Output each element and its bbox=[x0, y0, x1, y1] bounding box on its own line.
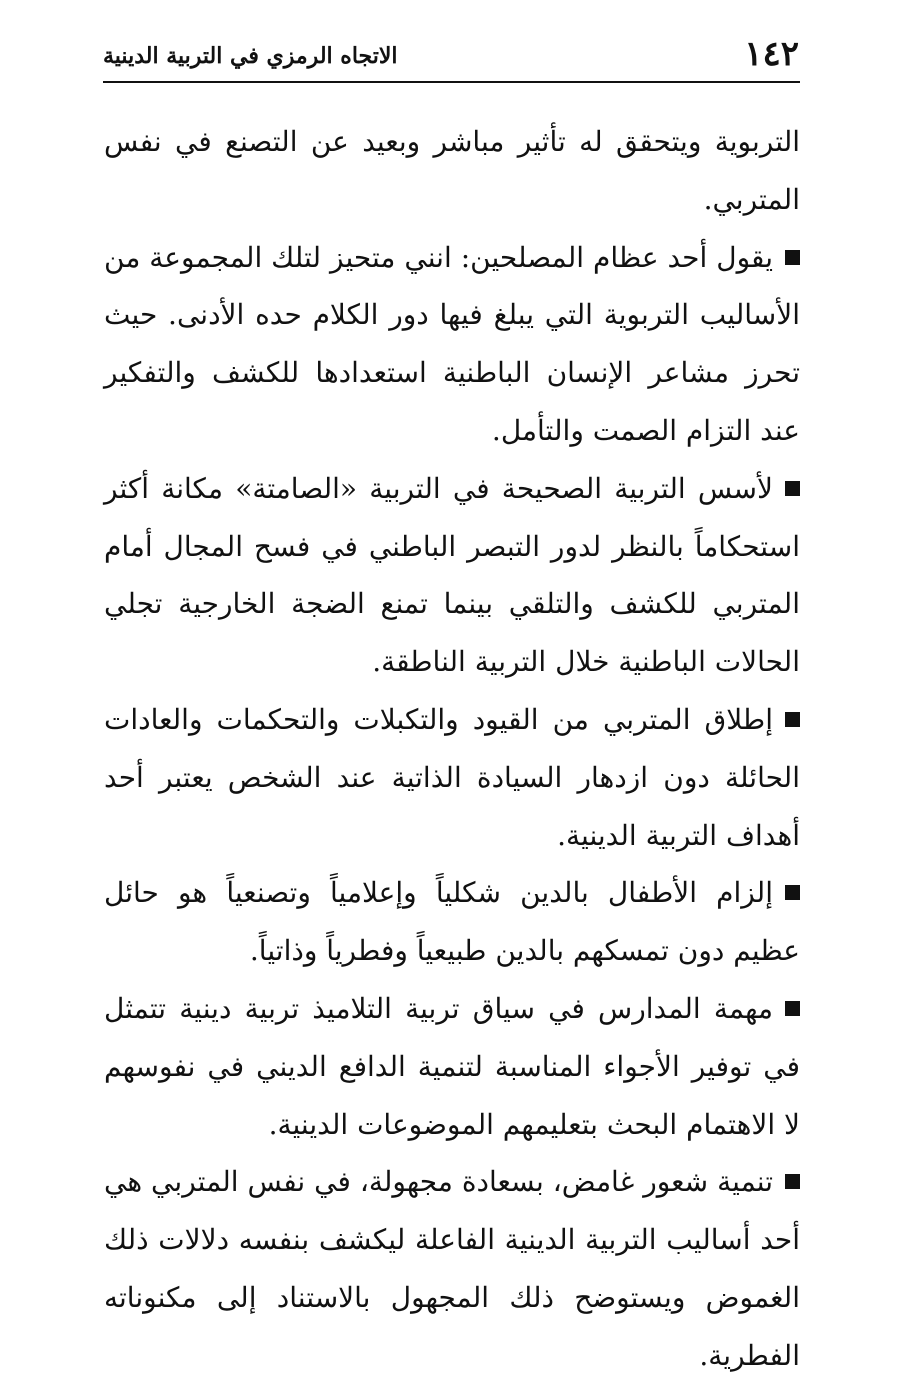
bullet-paragraph bbox=[104, 691, 800, 864]
page-number: ١٤٢ bbox=[744, 34, 799, 74]
square-bullet-icon bbox=[785, 1174, 800, 1189]
bullet-paragraph bbox=[104, 1153, 800, 1384]
square-bullet-icon bbox=[785, 1001, 800, 1016]
bullet-paragraph bbox=[104, 229, 800, 460]
body-text bbox=[104, 113, 800, 1385]
paragraph-text: مهمة المدارس في سياق تربية التلاميذ تربية دينية تتمثل في توفير الأجواء المناسبة لتنمية الدافع الديني في نفوسهم لا الاهتمام البحث بتعليمهم الموضوعات الدينية. bbox=[104, 991, 800, 1141]
page-header bbox=[103, 28, 799, 82]
header-divider bbox=[103, 81, 800, 83]
paragraph-continuation bbox=[104, 113, 800, 229]
paragraph-text: إلزام الأطفال بالدين شكلياً وإعلامياً وتصنعياً هو حائل عظيم دون تمسكهم بالدين طبيعياً وفطرياً وذاتياً. bbox=[104, 876, 800, 968]
bullet-paragraph bbox=[104, 460, 800, 691]
paragraph-text: لأسس التربية الصحيحة في التربية «الصامتة» مكانة أكثر استحكاماً بالنظر لدور التبصر الباطني في فسح المجال أمام المتربي للكشف والتلقي بينما تمنع الضجة الخارجية تجلي الحالات الباطنية خلال التربية الناطقة. bbox=[104, 471, 800, 679]
bullet-paragraph bbox=[104, 980, 800, 1153]
paragraph-text: التربوية ويتحقق له تأثير مباشر وبعيد عن التصنع في نفس المتربي. bbox=[104, 125, 800, 216]
square-bullet-icon bbox=[785, 250, 800, 265]
square-bullet-icon bbox=[785, 885, 800, 900]
paragraph-text: تنمية شعور غامض، بسعادة مجهولة، في نفس المتربي هي أحد أساليب التربية الدينية الفاعلة ليكشف بنفسه دلالات ذلك الغموض ويستوضح ذلك المجهول بالاستناد إلى مكنوناته الفطرية. bbox=[104, 1165, 800, 1372]
running-title: الاتجاه الرمزي في التربية الدينية bbox=[103, 43, 398, 69]
paragraph-text: يقول أحد عظام المصلحين: انني متحيز لتلك المجموعة من الأساليب التربوية التي يبلغ فيها دور الكلام حده الأدنى. حيث تحرز مشاعر الإنسان الباطنية استعدادها للكشف والتفكير عند التزام الصمت والتأمل. bbox=[104, 240, 800, 447]
square-bullet-icon bbox=[785, 712, 800, 727]
bullet-paragraph bbox=[104, 864, 800, 980]
square-bullet-icon bbox=[785, 481, 800, 496]
paragraph-text: إطلاق المتربي من القيود والتكبلات والتحكمات والعادات الحائلة دون ازدهار السيادة الذاتية عند الشخص يعتبر أحد أهداف التربية الدينية. bbox=[104, 702, 800, 852]
